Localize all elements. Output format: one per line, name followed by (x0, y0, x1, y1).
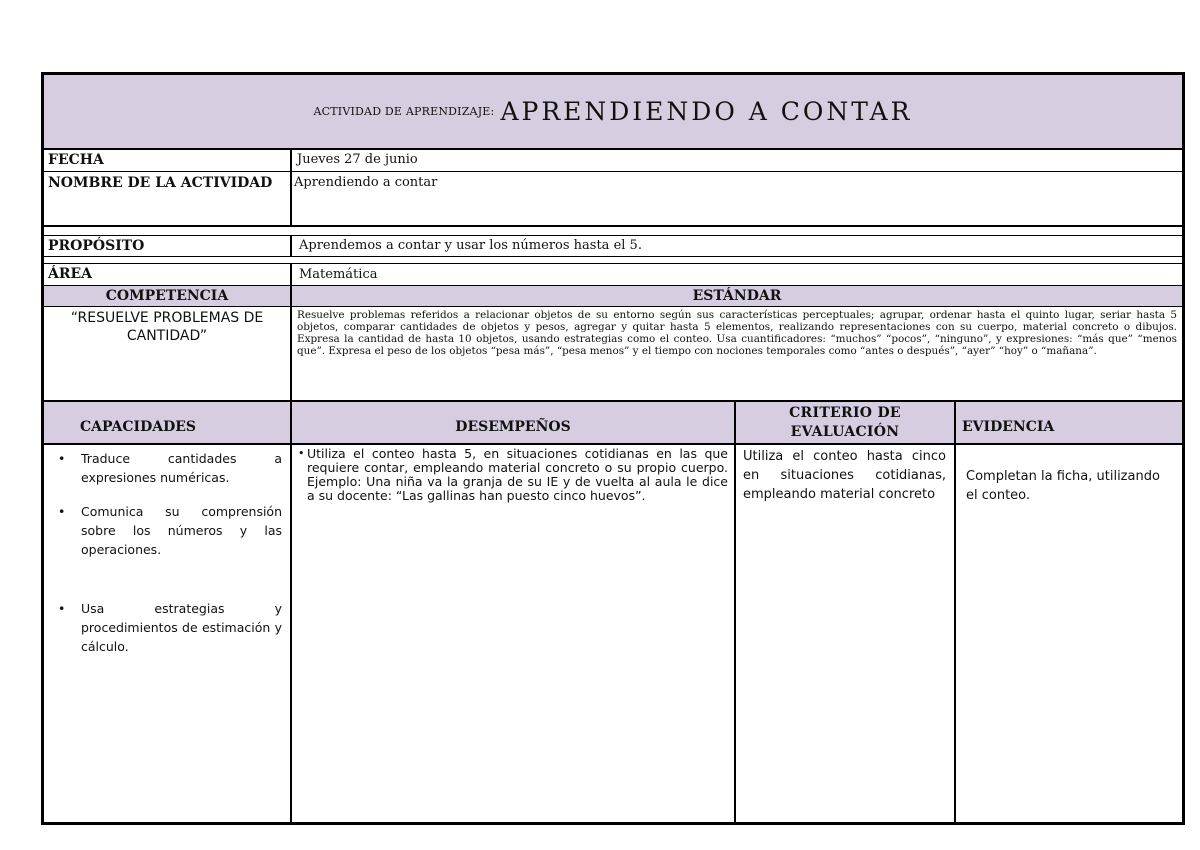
bullet-icon: • (58, 504, 66, 519)
title-prefix: ACTIVIDAD DE APRENDIZAJE: (313, 105, 495, 118)
desempeno-text: Utiliza el conteo hasta 5, en situaciones cotidianas en las que requiere contar, empleando material concreto o su propio cuerpo. Ejemplo: Una niña va la granja de su IE y de vuelta al aula le dice a su docente: “Las gallinas han puesto cinco huevos”. (307, 446, 728, 503)
competencia-header: COMPETENCIA (105, 288, 229, 304)
capacidad-text: Comunica su comprensión sobre los números y las operaciones. (81, 504, 282, 557)
page-title: APRENDIENDO A CONTAR (500, 97, 913, 126)
area-value-cell (292, 263, 1182, 286)
fecha-label: FECHA (48, 152, 104, 168)
criterio-text: Utiliza el conteo hasta cinco en situaciones cotidianas, empleando material concreto (743, 449, 946, 502)
list-item (52, 449, 282, 487)
criterio-header: CRITERIO DE EVALUACIÓN (789, 404, 901, 440)
area-label-cell (44, 263, 292, 286)
capacidad-text: Usa estrategias y procedimientos de estimación y cálculo. (81, 601, 282, 654)
proposito-value: Aprendemos a contar y usar los números hasta el 5. (299, 238, 642, 253)
fecha-value-cell (292, 150, 1182, 172)
estandar-value: Resuelve problemas referidos a relacionar objetos de su entorno según sus características perceptuales; agrupar, ordenar hasta el quinto lugar, seriar hasta 5 objetos, comparar cantidades de objetos y pesos, agregar y quitar hasta 5 elementos, realizando representaciones con su cuerpo, material concreto o dibujos. Expresa la cantidad de hasta 10 objetos, usando estrategias como el conteo. Usa cuantificadores: “muchos” “pocos”, “ninguno”, y expresiones: “más que” “menos que”. Expresa el peso de los objetos “pesa más”, “pesa menos” y el tiempo con nociones temporales como “antes o después”, “ayer” “hoy” o “mañana”. (297, 309, 1177, 357)
list-item (52, 599, 282, 656)
area-label: ÁREA (48, 266, 93, 282)
bullet-icon: • (58, 451, 66, 466)
proposito-label: PROPÓSITO (48, 238, 145, 254)
desempenos-header: DESEMPEÑOS (455, 418, 571, 435)
capacidades-list (44, 445, 290, 656)
capacidad-text: Traduce cantidades a expresiones numéricas. (81, 451, 282, 485)
list-item (52, 502, 282, 559)
desempeno-item (292, 445, 734, 503)
evidencia-header: EVIDENCIA (962, 418, 1055, 435)
fecha-label-cell (44, 150, 292, 172)
capacidades-header-cell (44, 402, 292, 444)
evidencia-text: Completan la ficha, utilizando el conteo. (966, 469, 1160, 503)
desempenos-header-cell (292, 402, 736, 444)
capacidades-header: CAPACIDADES (80, 418, 196, 435)
nombre-value-cell (292, 172, 1182, 227)
title-banner (44, 75, 1182, 150)
nombre-value: Aprendiendo a contar (294, 175, 438, 190)
desempeno-cell (292, 444, 736, 822)
competencia-value-cell (44, 307, 292, 402)
fecha-value: Jueves 27 de junio (297, 152, 418, 167)
activity-table (41, 72, 1185, 825)
capacidades-cell (44, 444, 292, 822)
competencia-header-cell (44, 286, 292, 307)
criterio-header-cell (736, 402, 956, 444)
bullet-icon: • (58, 601, 66, 616)
estandar-header-cell (292, 286, 1182, 307)
nombre-label-cell (44, 172, 292, 227)
criterio-cell (736, 444, 956, 822)
evidencia-header-cell (956, 402, 1182, 444)
evidencia-cell (956, 444, 1182, 822)
estandar-header: ESTÁNDAR (692, 288, 782, 304)
competencia-value: “RESUELVE PROBLEMAS DE CANTIDAD” (70, 310, 264, 344)
bullet-icon: • (298, 447, 305, 460)
proposito-label-cell (44, 235, 292, 257)
nombre-label: NOMBRE DE LA ACTIVIDAD (48, 175, 273, 191)
estandar-value-cell (292, 307, 1182, 402)
area-value: Matemática (299, 267, 378, 282)
proposito-value-cell (292, 235, 1182, 257)
